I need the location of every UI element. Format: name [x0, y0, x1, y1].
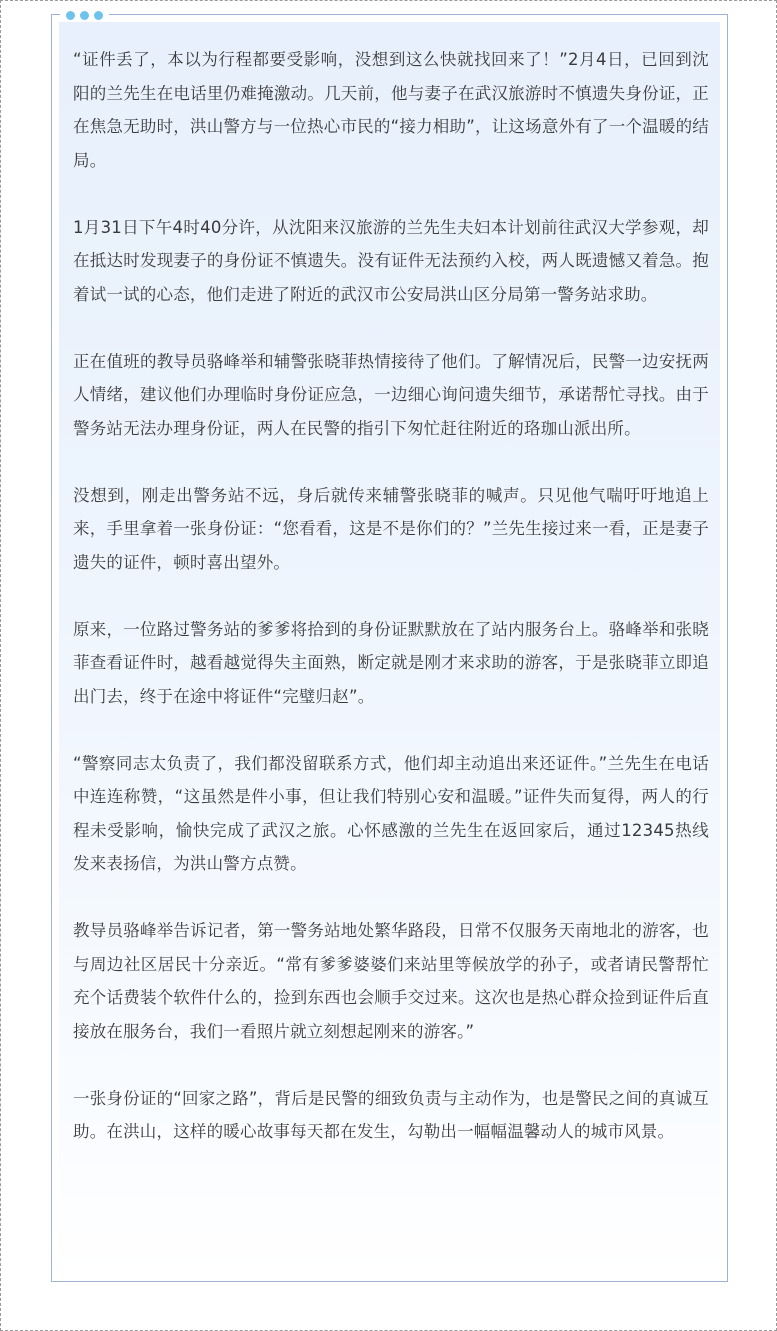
article-background	[59, 22, 720, 1274]
article-paragraph: “证件丢了，本以为行程都要受影响，没想到这么快就找回来了！”2月4日，已回到沈阳的兰先生在电话里仍难掩激动。几天前，他与妻子在武汉旅游时不慎遗失身份证，正在焦急无助时，洪山警方与一位热心市民的“接力相助”，让这场意外有了一个温暖的结局。	[73, 50, 709, 170]
article-paragraph: 一张身份证的“回家之路”，背后是民警的细致负责与主动作为，也是警民之间的真诚互助。在洪山，这样的暖心故事每天都在发生，勾勒出一幅幅温馨动人的城市风景。	[73, 1088, 709, 1141]
article-paragraph: “警察同志太负责了，我们都没留联系方式，他们却主动追出来还证件。”兰先生在电话中连连称赞，“这虽然是件小事，但让我们特别心安和温暖。”证件失而复得，两人的行程未受影响，愉快完成了武汉之旅。心怀感激的兰先生在返回家后，通过12345热线发来表扬信，为洪山警方点赞。	[73, 753, 709, 873]
article-paragraph: 教导员骆峰举告诉记者，第一警务站地处繁华路段，日常不仅服务天南地北的游客，也与周边社区居民十分亲近。“常有爹爹婆婆们来站里等候放学的孙子，或者请民警帮忙充个话费装个软件什么的，捡到东西也会顺手交过来。这次也是热心群众捡到证件后直接放在服务台，我们一看照片就立刻想起刚来的游客。”	[73, 921, 709, 1041]
dot-icon	[94, 11, 103, 20]
dot-icon	[80, 11, 89, 20]
article-paragraph: 正在值班的教导员骆峰举和辅警张晓菲热情接待了他们。了解情况后，民警一边安抚两人情绪，建议他们办理临时身份证应急，一边细心询问遗失细节，承诺帮忙寻找。由于警务站无法办理身份证，两人在民警的指引下匆忙赶往附近的珞珈山派出所。	[73, 351, 709, 438]
article-paragraph: 1月31日下午4时40分许，从沈阳来汉旅游的兰先生夫妇本计划前往武汉大学参观，却在抵达时发现妻子的身份证不慎遗失。没有证件无法预约入校，两人既遗憾又着急。抱着试一试的心态，他们走进了附近的武汉市公安局洪山区分局第一警务站求助。	[73, 217, 709, 304]
article-body	[73, 43, 709, 1149]
article-paragraph: 没想到，刚走出警务站不远，身后就传来辅警张晓菲的喊声。只见他气喘吁吁地追上来，手里拿着一张身份证：“您看看，这是不是你们的？”兰先生接过来一看，正是妻子遗失的证件，顿时喜出望外。	[73, 485, 709, 572]
article-paragraph: 原来，一位路过警务站的爹爹将拾到的身份证默默放在了站内服务台上。骆峰举和张晓菲查看证件时，越看越觉得失主面熟，断定就是刚才来求助的游客，于是张晓菲立即追出门去，终于在途中将证件“完璧归赵”。	[73, 619, 709, 706]
dot-icon	[66, 11, 75, 20]
article-card	[51, 14, 728, 1282]
decorative-dots	[60, 9, 109, 21]
